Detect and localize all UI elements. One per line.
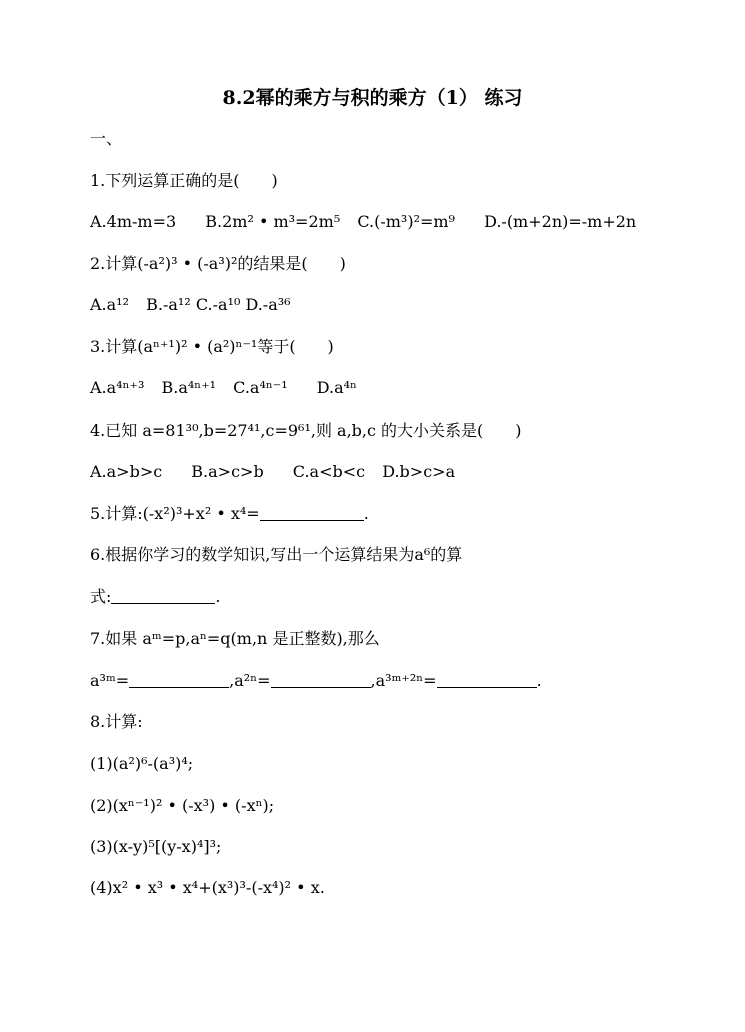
q6-line1: 6.根据你学习的数学知识,写出一个运算结果为a⁶的算 [90,545,463,564]
q6-prefix: 式: [90,587,112,606]
q8-item-4: (4)x² • x³ • x⁴+(x³)³-(-x⁴)² • x. [90,878,325,897]
q2-option-c: C.-a¹⁰ [195,295,241,314]
q7-part1: a³ᵐ= [90,671,130,690]
q1-option-d: D.-(m+2n)=-m+2n [484,212,637,231]
q1-stem: 1.下列运算正确的是( ) [90,171,278,190]
q7-blanks [90,670,542,692]
q8-item-2: (2)(xⁿ⁻¹)² • (-x³) • (-xⁿ); [90,796,275,815]
q8-item-1: (1)(a²)⁶-(a³)⁴; [90,754,194,773]
q4-option-c: C.a<b<c [292,462,366,481]
q1-options [90,211,636,233]
q2-option-a: A.a¹² [90,295,130,314]
q5-prefix: 5.计算:(-x²)³+x² • x⁴= [90,504,260,523]
q2-options [90,294,291,316]
q3-option-c: C.a⁴ⁿ⁻¹ [233,378,288,397]
q5-answer-blank[interactable] [260,504,364,521]
q6-suffix: . [215,587,221,606]
q7-answer-blank-3[interactable] [437,671,537,688]
q4-option-a: A.a>b>c [90,462,163,481]
q1-option-c: C.(-m³)²=m⁹ [357,212,455,231]
q2-stem: 2.计算(-a²)³ • (-a³)²的结果是( ) [90,254,346,273]
q7-stem: 7.如果 aᵐ=p,aⁿ=q(m,n 是正整数),那么 [90,629,380,648]
q4-stem: 4.已知 a=81³⁰,b=27⁴¹,c=9⁶¹,则 a,b,c 的大小关系是( ) [90,421,522,440]
q4-option-d: D.b>c>a [382,462,456,481]
q5-line [90,503,369,525]
q4-option-b: B.a>c>b [191,462,264,481]
q3-stem: 3.计算(aⁿ⁺¹)² • (a²)ⁿ⁻¹等于( ) [90,337,334,356]
q3-option-d: D.a⁴ⁿ [316,378,357,397]
q7-part2: ,a²ⁿ= [229,671,271,690]
q7-answer-blank-2[interactable] [271,671,371,688]
section-label: 一、 [90,129,123,148]
q8-stem: 8.计算: [90,712,143,731]
q4-options [90,461,455,483]
page-title: 8.2幂的乘方与积的乘方（1） 练习 [222,87,523,109]
q2-option-d: D.-a³⁶ [245,295,291,314]
q6-line2 [90,586,221,608]
q3-options [90,377,357,399]
q8-item-3: (3)(x-y)⁵[(y-x)⁴]³; [90,837,222,856]
q7-answer-blank-1[interactable] [129,671,229,688]
q1-option-a: A.4m-m=3 [90,212,177,231]
q3-option-b: B.a⁴ⁿ⁺¹ [161,378,217,397]
q6-answer-blank[interactable] [111,587,215,604]
q3-option-a: A.a⁴ⁿ⁺³ [90,378,145,397]
q5-suffix: . [363,504,369,523]
q1-option-b: B.2m² • m³=2m⁵ [205,212,341,231]
q2-option-b: B.-a¹² [146,295,191,314]
q7-part3: ,a³ᵐ⁺²ⁿ= [370,671,437,690]
q7-suffix: . [536,671,542,690]
